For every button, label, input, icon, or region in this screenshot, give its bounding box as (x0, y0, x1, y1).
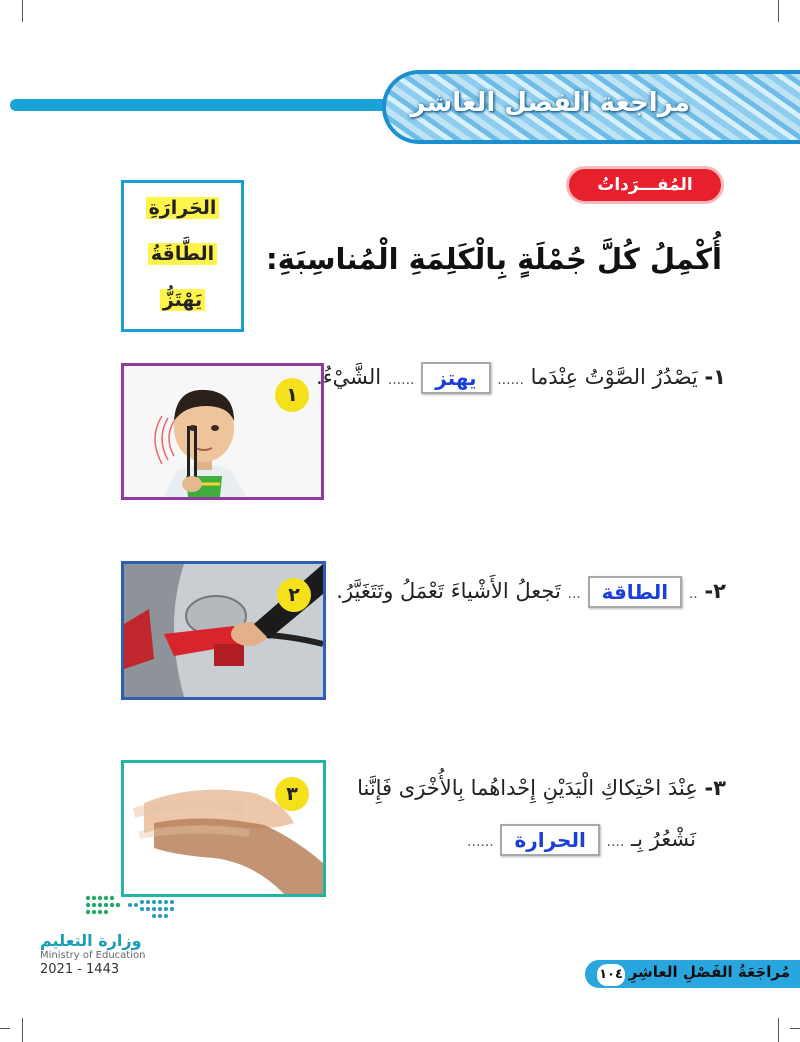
sentence-2 (336, 576, 726, 608)
answer-box[interactable]: الطاقة (588, 576, 683, 608)
photo-boy-tuning-fork (121, 363, 324, 500)
blank-dots: .. (688, 586, 698, 602)
item-number: ٢- (704, 579, 726, 603)
photo-rubbing-hands (121, 760, 326, 897)
blank-dots: ...... (467, 834, 494, 850)
academic-year: 2021 - 1443 (40, 962, 120, 977)
footer-chapter-title: مُراجَعَةُ الفَصْلِ العاشِرِ (628, 963, 790, 981)
sentence-1 (316, 362, 726, 394)
blank-dots: ...... (387, 372, 415, 388)
blank-dots: ...... (497, 372, 524, 388)
chapter-banner (382, 70, 800, 144)
crop-mark (778, 1018, 779, 1042)
sentence-text: يَصْدُرُ الصَّوْتُ عِنْدَما (530, 365, 698, 389)
answer-box[interactable]: الحرارة (500, 824, 599, 856)
ministry-name-en: Ministry of Education (40, 950, 146, 961)
vocab-label: المُفـــرَداتُ (566, 166, 724, 204)
ministry-name-ar: وزارة التعليم (40, 931, 142, 950)
sentence-text: تَجعلُ الأَشْياءَ تَعْمَلُ وتَتَغَيَّرُ. (336, 579, 561, 603)
item-badge: ٢ (277, 578, 311, 612)
sentence-3-line-2 (467, 824, 696, 856)
item-number: ١- (704, 365, 726, 389)
item-badge: ٣ (275, 777, 309, 811)
crop-mark (0, 1028, 10, 1029)
header-rule (10, 99, 410, 111)
sentence-text: عِنْدَ احْتِكاكِ الْيَدَيْنِ إِحْداهُما بِالأُخْرَى فَإِنَّنا (357, 776, 698, 800)
item-number: ٣- (704, 776, 726, 800)
crop-mark (778, 0, 779, 22)
sentence-text: الشَّيْءُ. (316, 365, 382, 389)
blank-dots: .... (606, 834, 625, 850)
word-bank-item: الحَرارَةِ (124, 197, 241, 219)
chapter-title: مراجعة الفصل العاشر (410, 88, 690, 118)
instruction-heading: أُكْمِلُ كُلَّ جُمْلَةٍ بِالْكَلِمَةِ الْمُناسِبَةِ: (266, 242, 722, 276)
crop-mark (790, 1028, 800, 1029)
crop-mark (22, 1018, 23, 1042)
blank-dots: ... (567, 586, 581, 602)
sentence-3-line-1 (357, 776, 726, 800)
word-bank-item: يَهْتَزُّ (124, 289, 241, 311)
word-bank (121, 180, 244, 332)
answer-box[interactable]: يهتز (421, 362, 490, 394)
ministry-logo-icon (84, 894, 176, 922)
crop-mark (22, 0, 23, 22)
sentence-text: نَشْعُرُ بِـ (631, 827, 696, 851)
photo-fuel-pump (121, 561, 326, 700)
word-bank-item: الطَّاقَةُ (124, 243, 241, 265)
item-badge: ١ (275, 378, 309, 412)
page-number: ١٠٤ (597, 964, 625, 986)
